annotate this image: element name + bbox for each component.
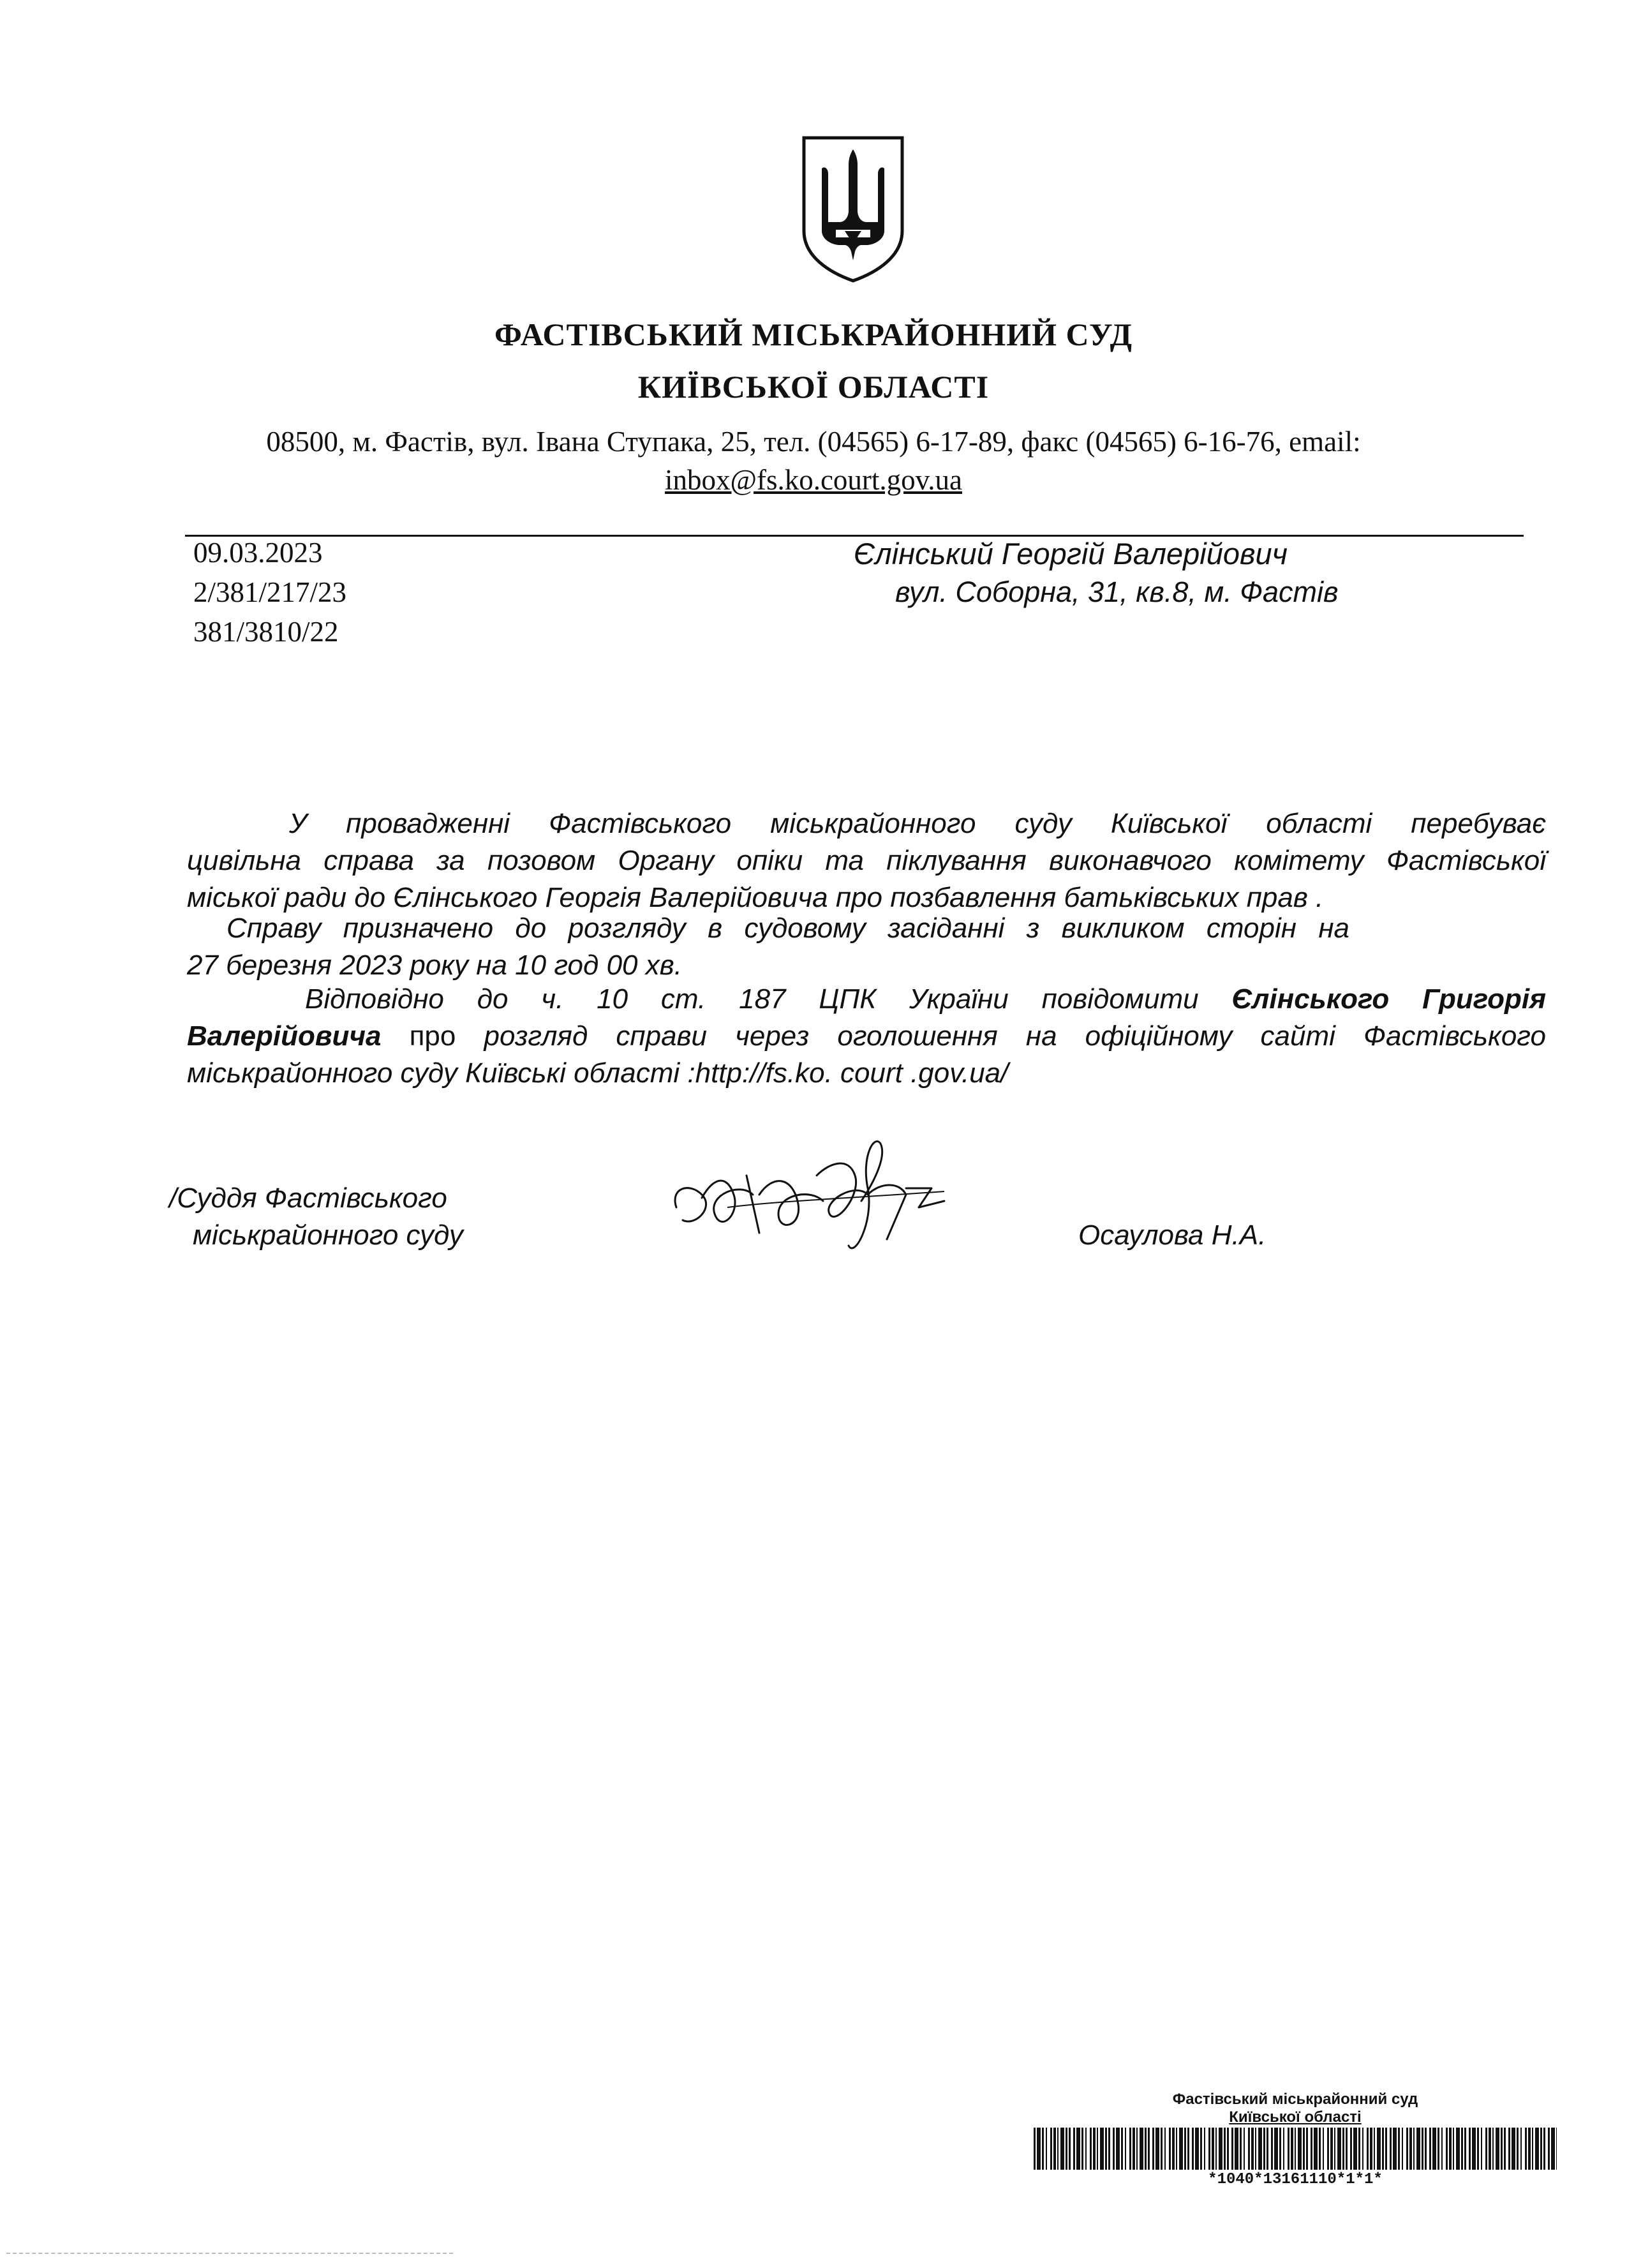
- barcode-bar: [1248, 2128, 1250, 2170]
- body-paragraph-3-line-3: міськрайонного суду Київські області :http://fs.ko. court .gov.ua/: [187, 1057, 1009, 1089]
- barcode-bar: [1337, 2128, 1341, 2170]
- court-name-line2: КИЇВСЬКОЇ ОБЛАСТІ: [637, 369, 990, 405]
- notified-person-patronymic: Валерійовича: [187, 1020, 382, 1052]
- barcode-bar: [1172, 2128, 1175, 2170]
- court-email-link[interactable]: inbox@fs.ko.court.gov.ua: [665, 464, 962, 496]
- barcode-bar: [1551, 2128, 1555, 2170]
- barcode-bar: [1525, 2128, 1527, 2170]
- handwritten-signature: [664, 1137, 970, 1265]
- barcode-bar: [1367, 2128, 1369, 2170]
- barcode-bar: [1184, 2128, 1186, 2170]
- barcode-bar: [1176, 2128, 1177, 2170]
- notified-person-name: Єлінського Григорія: [1231, 983, 1547, 1015]
- barcode-bar: [1330, 2128, 1333, 2170]
- barcode-bar: [1540, 2128, 1542, 2170]
- barcode-bar: [1346, 2128, 1348, 2170]
- barcode-bar: [1489, 2128, 1491, 2170]
- scan-edge-mark: [6, 2253, 453, 2254]
- barcode-bar: [1548, 2128, 1550, 2170]
- barcode-bar: [1370, 2128, 1372, 2170]
- barcode-bar: [1298, 2128, 1302, 2170]
- barcode-bar: [1069, 2128, 1071, 2170]
- barcode-bar: [1057, 2128, 1059, 2170]
- barcode-bar: [1121, 2128, 1123, 2170]
- barcode-bar: [1108, 2128, 1110, 2170]
- recipient-name: Єлінський Георгій Валерійович: [854, 537, 1288, 571]
- barcode-bar: [1053, 2128, 1056, 2170]
- barcode-bar: [1406, 2128, 1408, 2170]
- barcode-bar: [1066, 2128, 1067, 2170]
- body-paragraph-2-line-2: 27 березня 2023 року на 10 год 00 хв.: [187, 950, 682, 981]
- barcode-bar: [1161, 2128, 1163, 2170]
- barcode-number: *1040*13161110*1*1*: [1208, 2171, 1383, 2188]
- barcode-bar: [1037, 2128, 1041, 2170]
- barcode-bar: [1508, 2128, 1510, 2170]
- barcode-bar: [1231, 2128, 1233, 2170]
- barcode-bar: [1306, 2128, 1308, 2170]
- barcode-bar: [1116, 2128, 1120, 2170]
- barcode-bar: [1267, 2128, 1268, 2170]
- barcode-bar: [1279, 2128, 1281, 2170]
- barcode-bar: [1311, 2128, 1312, 2170]
- barcode-bar: [1425, 2128, 1427, 2170]
- barcode-bar: [1453, 2128, 1454, 2170]
- barcode-bar: [1145, 2128, 1147, 2170]
- registry-stamp-court: Фастівський міськрайонний суд: [1172, 2091, 1418, 2108]
- barcode-bar: [1472, 2128, 1476, 2170]
- barcode-bar: [1517, 2128, 1519, 2170]
- barcode-bar: [1385, 2128, 1387, 2170]
- barcode-bar: [1358, 2128, 1360, 2170]
- barcode-bar: [1556, 2128, 1557, 2170]
- barcode-bar: [1164, 2128, 1166, 2170]
- barcode-bar: [1093, 2128, 1096, 2170]
- barcode-bar: [1303, 2128, 1305, 2170]
- barcode-bar: [1342, 2128, 1344, 2170]
- barcode-bar: [1504, 2128, 1506, 2170]
- barcode-bar: [1532, 2128, 1533, 2170]
- barcode-bar: [1274, 2128, 1278, 2170]
- barcode-bar: [1409, 2128, 1412, 2170]
- barcode-bar: [1456, 2128, 1460, 2170]
- barcode-bar: [1327, 2128, 1329, 2170]
- barcode-bar: [1042, 2128, 1044, 2170]
- barcode-bar: [1295, 2128, 1296, 2170]
- barcode-bar: [1148, 2128, 1150, 2170]
- barcode-bar: [1200, 2128, 1202, 2170]
- barcode-bar: [1446, 2128, 1448, 2170]
- barcode-bar: [1129, 2128, 1131, 2170]
- judge-title-line1: /Суддя Фастівського: [169, 1182, 447, 1214]
- barcode-bar: [1140, 2128, 1143, 2170]
- barcode-bar: [1090, 2128, 1092, 2170]
- barcode-bar: [1350, 2128, 1352, 2170]
- barcode-bar: [1319, 2128, 1321, 2170]
- notice-preposition: про: [409, 1020, 456, 1052]
- barcode-bar: [1136, 2128, 1138, 2170]
- barcode-bar: [1076, 2128, 1080, 2170]
- body-paragraph-3-line-1: [305, 981, 1546, 1018]
- barcode-bar: [1464, 2128, 1466, 2170]
- court-name-line1: ФАСТІВСЬКИЙ МІСЬКРАЙОННИЙ СУД: [494, 317, 1133, 352]
- barcode-bar: [1155, 2128, 1159, 2170]
- barcode-bar: [1535, 2128, 1539, 2170]
- barcode-bar: [1227, 2128, 1229, 2170]
- body-paragraph-3-line-2: [187, 1018, 1546, 1055]
- barcode-bar: [1334, 2128, 1335, 2170]
- barcode-bar: [1461, 2128, 1463, 2170]
- barcode-bar: [1283, 2128, 1284, 2170]
- body-paragraph-1-line-2: цивільна справа за позовом Органу опіки та піклування виконавчого комітету Фастівської: [187, 845, 1546, 876]
- barcode-bar: [1496, 2128, 1499, 2170]
- barcode-bar: [1441, 2128, 1443, 2170]
- barcode-bar: [1263, 2128, 1265, 2170]
- body-paragraph-2-line-1: Справу призначено до розгляду в судовому засіданні з викликом сторін на: [227, 913, 1349, 944]
- barcode-bar: [1179, 2128, 1183, 2170]
- barcode-bar: [1429, 2128, 1431, 2170]
- judge-name: Осаулова Н.А.: [1078, 1220, 1267, 1251]
- barcode-bar: [1133, 2128, 1135, 2170]
- court-contacts: 08500, м. Фастів, вул. Івана Ступака, 25, тел. (04565) 6-17-89, факс (04565) 6-16-76, email:: [266, 426, 1361, 458]
- barcode-bar: [1169, 2128, 1171, 2170]
- notice-method: розгляд справи через оголошення на офіційному сайті Фастівського: [484, 1020, 1546, 1052]
- outgoing-number: 2/381/217/23: [193, 576, 347, 608]
- barcode-bar: [1258, 2128, 1262, 2170]
- barcode-bar: [1113, 2128, 1115, 2170]
- barcode-bar: [1100, 2128, 1104, 2170]
- recipient-address: вул. Соборна, 31, кв.8, м. Фастів: [895, 576, 1339, 608]
- barcode-bar: [1422, 2128, 1423, 2170]
- ukraine-trident-emblem-icon: [800, 135, 906, 283]
- barcode-bar: [1492, 2128, 1494, 2170]
- barcode: [1034, 2128, 1557, 2170]
- barcode-bar: [1528, 2128, 1531, 2170]
- barcode-bar: [1481, 2128, 1482, 2170]
- judge-title-line2: міськрайонного суду: [193, 1220, 463, 1251]
- barcode-bar: [1291, 2128, 1293, 2170]
- barcode-bar: [1244, 2128, 1245, 2170]
- barcode-bar: [1046, 2128, 1047, 2170]
- barcode-bar: [1353, 2128, 1357, 2170]
- barcode-bar: [1195, 2128, 1199, 2170]
- barcode-bar: [1187, 2128, 1189, 2170]
- barcode-bar: [1512, 2128, 1515, 2170]
- barcode-bar: [1402, 2128, 1403, 2170]
- barcode-bar: [1073, 2128, 1075, 2170]
- barcode-bar: [1413, 2128, 1415, 2170]
- barcode-bar: [1323, 2128, 1324, 2170]
- barcode-bar: [1485, 2128, 1487, 2170]
- barcode-bar: [1362, 2128, 1363, 2170]
- document-date: 09.03.2023: [193, 537, 323, 569]
- barcode-bar: [1314, 2128, 1318, 2170]
- barcode-bar: [1271, 2128, 1273, 2170]
- barcode-bar: [1449, 2128, 1452, 2170]
- barcode-bar: [1050, 2128, 1052, 2170]
- barcode-bar: [1393, 2128, 1397, 2170]
- barcode-bar: [1255, 2128, 1256, 2170]
- barcode-bar: [1501, 2128, 1503, 2170]
- notice-text: Відповідно до ч. 10 ст. 187 ЦПК України повідомити: [305, 983, 1199, 1015]
- barcode-bar: [1469, 2128, 1471, 2170]
- barcode-bar: [1034, 2128, 1036, 2170]
- barcode-bar: [1204, 2128, 1205, 2170]
- barcode-bar: [1390, 2128, 1392, 2170]
- barcode-bar: [1215, 2128, 1217, 2170]
- barcode-bar: [1374, 2128, 1375, 2170]
- barcode-bar: [1520, 2128, 1522, 2170]
- barcode-bar: [1208, 2128, 1210, 2170]
- barcode-bar: [1288, 2128, 1289, 2170]
- barcode-bar: [1543, 2128, 1545, 2170]
- barcode-bar: [1219, 2128, 1222, 2170]
- case-number: 381/3810/22: [193, 616, 339, 648]
- barcode-bar: [1240, 2128, 1242, 2170]
- barcode-bar: [1377, 2128, 1381, 2170]
- barcode-bar: [1081, 2128, 1083, 2170]
- barcode-bar: [1060, 2128, 1064, 2170]
- body-paragraph-1-line-3: міської ради до Єлінського Георгія Валерійовича про позбавлення батьківських прав .: [187, 882, 1324, 913]
- barcode-bar: [1224, 2128, 1226, 2170]
- barcode-bar: [1152, 2128, 1154, 2170]
- barcode-bar: [1398, 2128, 1400, 2170]
- barcode-bar: [1477, 2128, 1479, 2170]
- barcode-bar: [1192, 2128, 1194, 2170]
- registry-stamp-region: Київської області: [1229, 2108, 1362, 2126]
- barcode-bar: [1416, 2128, 1420, 2170]
- barcode-bar: [1212, 2128, 1214, 2170]
- barcode-bar: [1235, 2128, 1238, 2170]
- barcode-bar: [1125, 2128, 1126, 2170]
- barcode-bar: [1382, 2128, 1384, 2170]
- barcode-bar: [1438, 2128, 1439, 2170]
- barcode-bar: [1432, 2128, 1436, 2170]
- barcode-bar: [1097, 2128, 1098, 2170]
- barcode-bar: [1105, 2128, 1107, 2170]
- barcode-bar: [1251, 2128, 1254, 2170]
- barcode-bar: [1085, 2128, 1087, 2170]
- body-paragraph-1-line-1: У провадженні Фастівського міськрайонного суду Київської області перебуває: [289, 808, 1546, 839]
